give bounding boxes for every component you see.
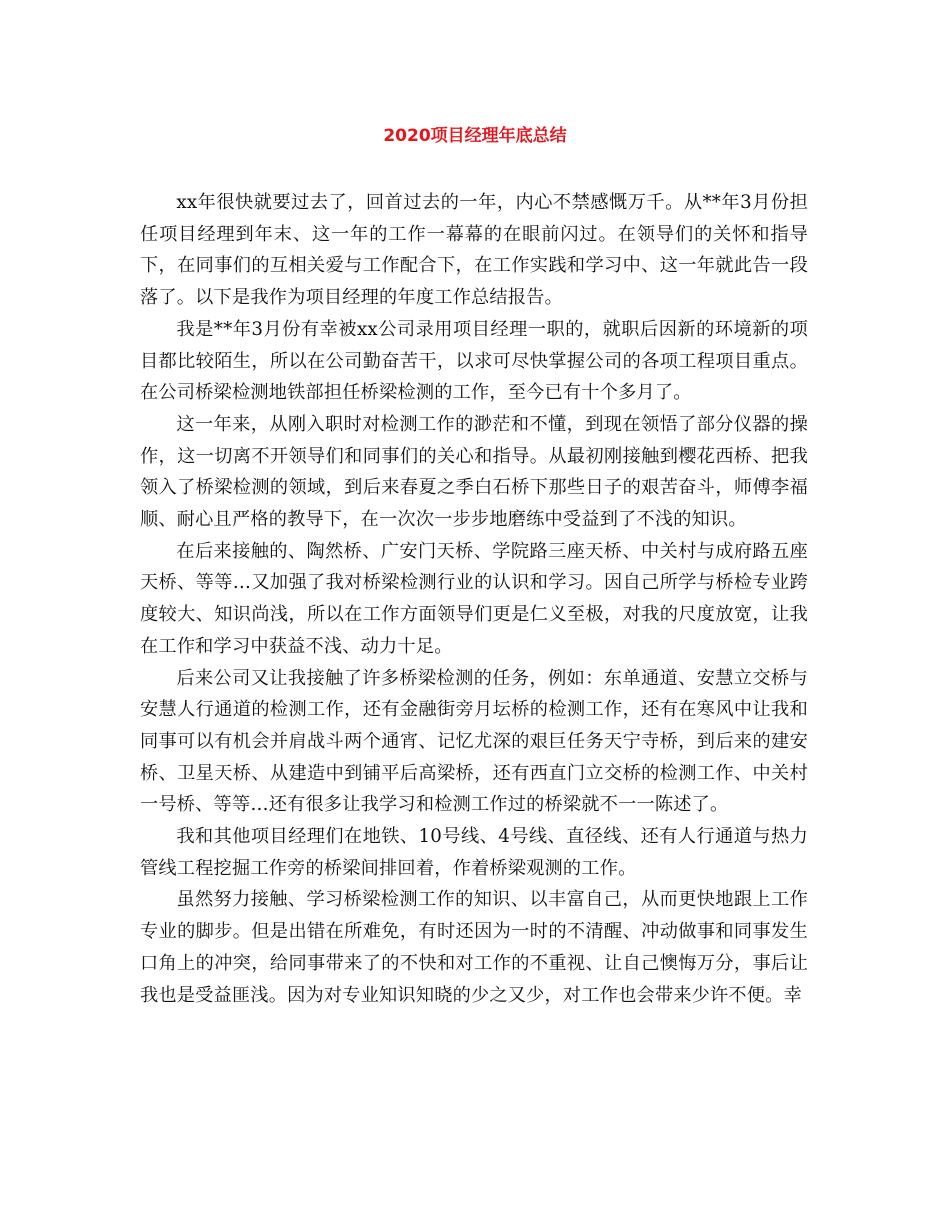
document-title: 2020项目经理年底总结 [383,126,567,146]
paragraph: 虽然努力接触、学习桥梁检测工作的知识、以丰富自己，从而更快地跟上工作专业的脚步。但是出错在所难免，有时还因为一时的不清醒、冲动做事和同事发生口角上的冲突，给同事带来了的不快和对工作的不重视、让自己懊悔万分，事后让我也是受益匪浅。因为对专业知识知晓的少之又少，对工作也会带来少许不便。幸 [140,889,808,1006]
paragraph: 我是**年3月份有幸被xx公司录用项目经理一职的，就职后因新的环境新的项目都比较陌生，所以在公司勤奋苦干，以求可尽快掌握公司的各项工程项目重点。在公司桥梁检测地铁部担任桥梁检测的工作，至今已有十个多月了。 [140,318,808,404]
paragraph: 这一年来，从刚入职时对检测工作的渺茫和不懂，到现在领悟了部分仪器的操作，这一切离不开领导们和同事们的关心和指导。从最初刚接触到樱花西桥、把我领入了桥梁检测的领域，到后来春夏之季白石桥下那些日子的艰苦奋斗，师傅李福顺、耐心且严格的教导下，在一次次一步步地磨练中受益到了不浅的知识。 [140,413,808,531]
paragraph: 后来公司又让我接触了许多桥梁检测的任务，例如：东单通道、安慧立交桥与安慧人行通道的检测工作，还有金融街旁月坛桥的检测工作，还有在寒风中让我和同事可以有机会并肩战斗两个通宵、记忆尤深的艰巨任务天宁寺桥，到后来的建安桥、卫星天桥、从建造中到铺平后高梁桥，还有西直门立交桥的检测工作、中关村一号桥、等等…还有很多让我学习和检测工作过的桥梁就不一一陈述了。 [140,667,808,816]
paragraph: 我和其他项目经理们在地铁、10号线、4号线、直径线、还有人行通道与热力管线工程挖掘工作旁的桥梁间排回着，作着桥梁观测的工作。 [140,826,808,879]
document-body [140,187,808,1011]
paragraph: 在后来接触的、陶然桥、广安门天桥、学院路三座天桥、中关村与成府路五座天桥、等等…又加强了我对桥梁检测行业的认识和学习。因自己所学与桥检专业跨度较大、知识尚浅，所以在工作方面领导们更是仁义至极，对我的尺度放宽，让我在工作和学习中获益不浅、动力十足。 [140,540,808,657]
paragraph: xx年很快就要过去了，回首过去的一年，内心不禁感慨万千。从**年3月份担任项目经理到年末、这一年的工作一幕幕的在眼前闪过。在领导们的关怀和指导下，在同事们的互相关爱与工作配合下，在工作实践和学习中、这一年就此告一段落了。以下是我作为项目经理的年度工作总结报告。 [140,192,808,309]
